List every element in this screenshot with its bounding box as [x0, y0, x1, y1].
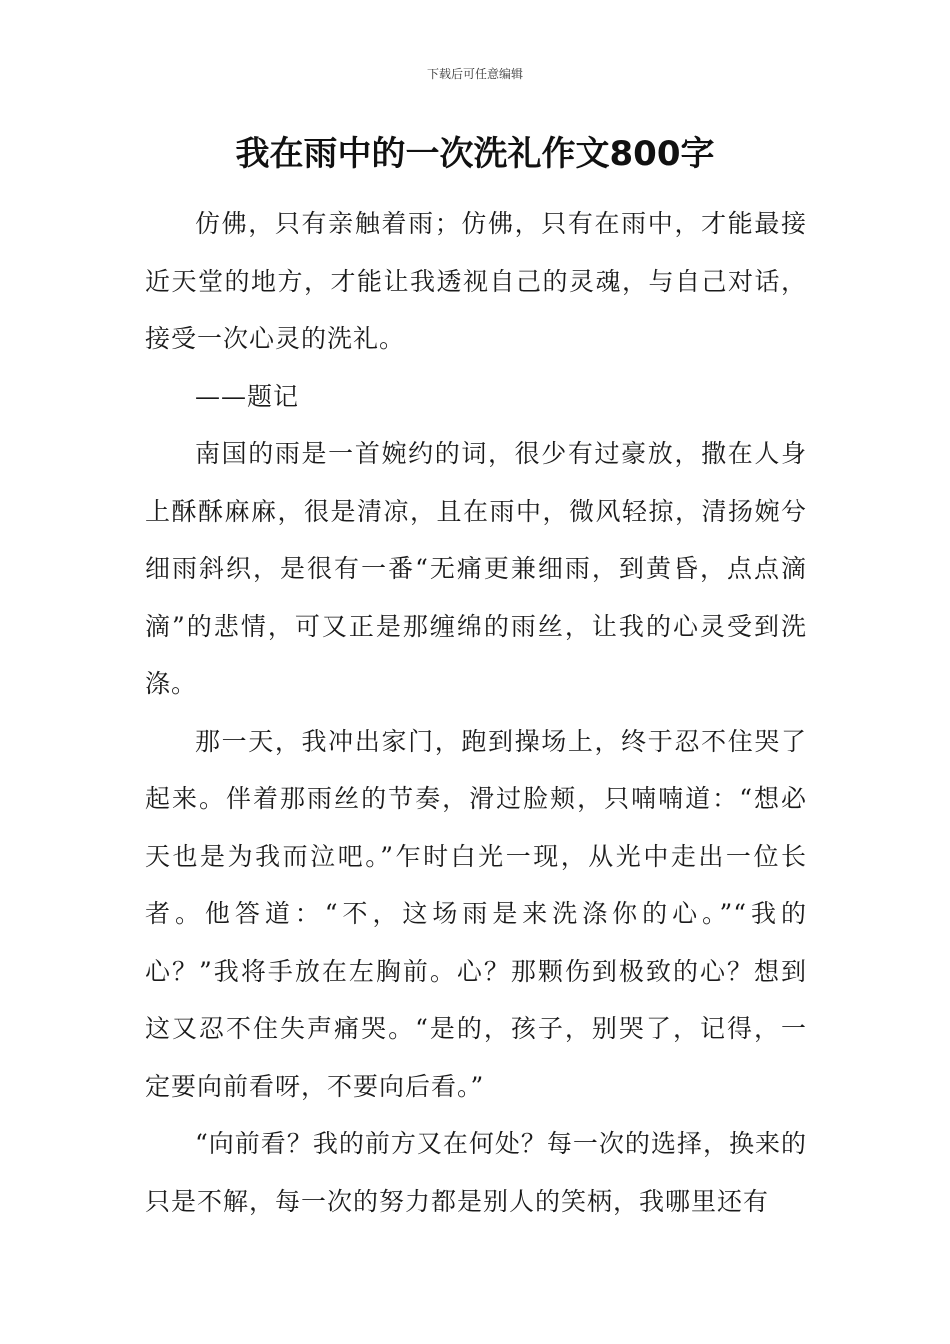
paragraph-epigraph-note: ——题记 [195, 381, 300, 411]
paragraph-look-forward: “向前看？我的前方又在何处？每一次的选择，换来的只是不解，每一次的努力都是别人的笑柄，我哪里还有 [145, 1129, 807, 1216]
article-body [145, 195, 807, 1230]
paragraph-south-rain: 南国的雨是一首婉约的词，很少有过豪放，撒在人身上酥酥麻麻，很是清凉，且在雨中，微风轻掠，清扬婉兮细雨斜织，是很有一番“无痛更兼细雨，到黄昏，点点滴滴”的悲情，可又正是那缠绵的雨丝，让我的心灵受到洗涤。 [145, 439, 807, 698]
paragraph-that-day: 那一天，我冲出家门，跑到操场上，终于忍不住哭了起来。伴着那雨丝的节奏，滑过脸颊，只喃喃道：“想必天也是为我而泣吧。”乍时白光一现，从光中走出一位长者。他答道：“不，这场雨是来洗涤你的心。”“我的心？”我将手放在左胸前。心？那颗伤到极致的心？想到这又忍不住失声痛哭。“是的，孩子，别哭了，记得，一定要向前看呀，不要向后看。” [145, 726, 807, 1101]
page-title: 我在雨中的一次洗礼作文800字 [235, 134, 715, 174]
header-note: 下载后可任意编辑 [426, 67, 523, 81]
paragraph-intro: 仿佛，只有亲触着雨；仿佛，只有在雨中，才能最接近天堂的地方，才能让我透视自己的灵魂，与自己对话，接受一次心灵的洗礼。 [145, 209, 807, 353]
